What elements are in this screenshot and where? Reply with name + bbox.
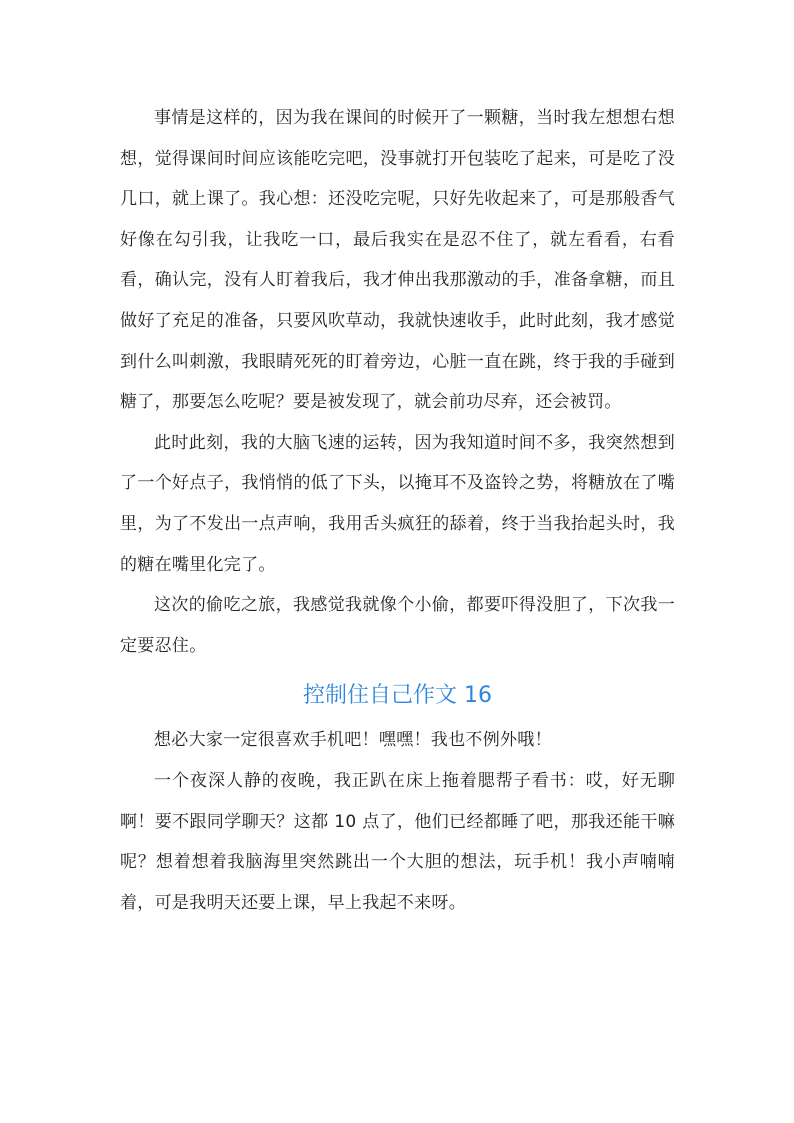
paragraph-eating-candy: 此时此刻，我的大脑飞速的运转，因为我知道时间不多，我突然想到了一个好点子，我悄悄的低了下头，以掩耳不及盗铃之势，将糖放在了嘴里，为了不发出一点声响，我用舌头疯狂的舔着，终于当我抬起头时，我的糖在嘴里化完了。 bbox=[120, 432, 675, 575]
paragraph-candy-in-class: 事情是这样的，因为我在课间的时候开了一颗糖，当时我左想想右想想，觉得课间时间应该能吃完吧，没事就打开包装吃了起来，可是吃了没几口，就上课了。我心想：还没吃完呢，只好先收起来了，可是那般香气好像在勾引我，让我吃一口，最后我实在是忍不住了，就左看看，右看看，确认完，没有人盯着我后，我才伸出我那激动的手，准备拿糖，而且做好了充足的准备，只要风吹草动，我就快速收手，此时此刻，我才感觉到什么叫刺激，我眼睛死死的盯着旁边，心脏一直在跳，终于我的手碰到糖了，那要怎么吃呢？要是被发现了，就会前功尽弃，还会被罚。 bbox=[120, 108, 675, 413]
document-page bbox=[120, 98, 675, 923]
section-heading: 控制住自己作文 16 bbox=[303, 683, 492, 709]
paragraph-conclusion: 这次的偷吃之旅，我感觉我就像个小偷，都要吓得没胆了，下次我一定要忍住。 bbox=[120, 595, 675, 656]
paragraph-night-story: 一个夜深人静的夜晚，我正趴在床上拖着腮帮子看书：哎，好无聊啊！要不跟同学聊天？这都 10 点了，他们已经都睡了吧，那我还能干嘛呢？想着想着我脑海里突然跳出一个大胆的想法，玩手机！我小声喃喃着，可是我明天还要上课，早上我起不来呀。 bbox=[120, 770, 675, 913]
paragraph-phone-intro: 想必大家一定很喜欢手机吧！嘿嘿！我也不例外哦！ bbox=[154, 730, 552, 751]
